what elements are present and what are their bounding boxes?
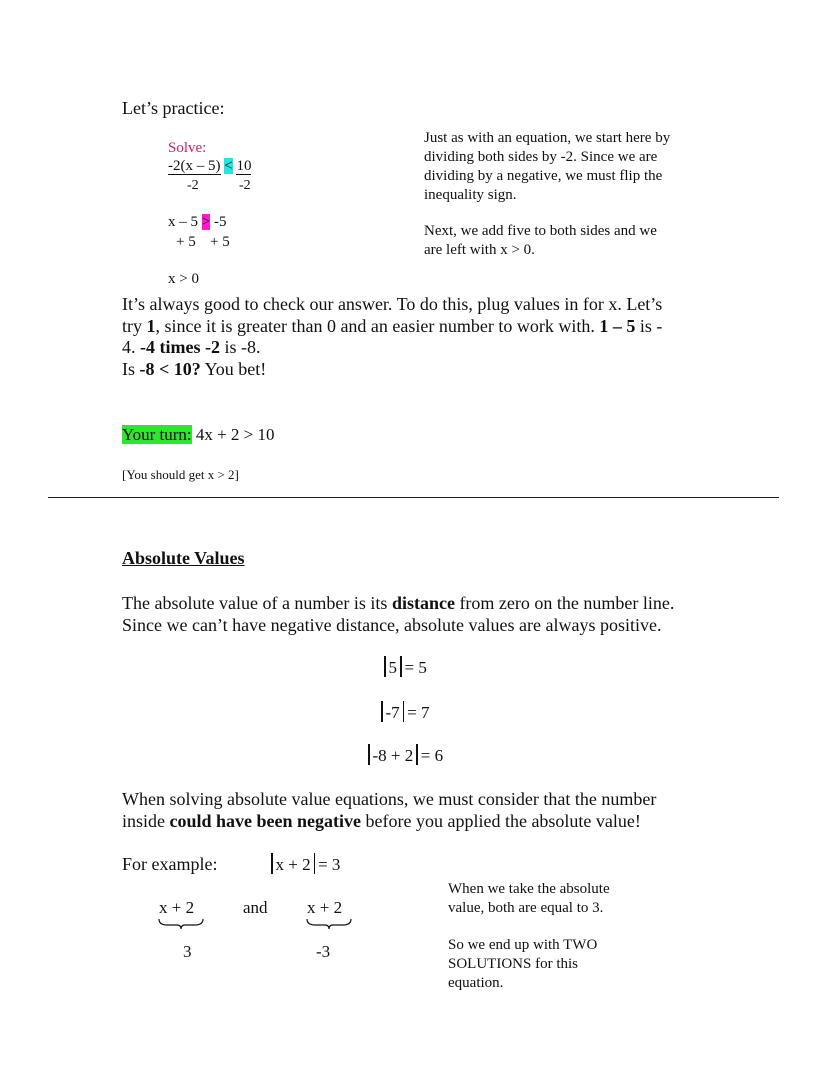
step2-right: -5 (213, 214, 227, 230)
abs-bar-icon (384, 656, 386, 677)
abs-example-1: 5 = 5 (381, 656, 427, 678)
divisor-right: -2 (239, 178, 251, 193)
example-equation: x + 2 = 3 (268, 853, 340, 875)
your-turn-label: Your turn: (122, 425, 192, 444)
case-value-right: -3 (316, 942, 331, 961)
your-turn-hint: [You should get x > 2] (122, 467, 239, 482)
side-note-two-solutions (448, 936, 597, 993)
note-line: Just as with an equation, we start here by (424, 130, 671, 146)
side-note-both-equal (448, 880, 610, 918)
check-line-2: try 1, since it is greater than 0 and an easier number to work with. 1 – 5 is - (122, 315, 663, 336)
note-line: Next, we add five to both sides and we (424, 223, 657, 239)
abs-bar-icon (314, 853, 316, 874)
definition-line-1: The absolute value of a number is its distance from zero on the number line. (122, 593, 675, 613)
abs-bar-icon (416, 744, 418, 765)
side-note-add-five (424, 222, 657, 260)
check-answer-paragraph (122, 294, 662, 380)
case-value-left: 3 (183, 942, 192, 961)
solving-line-1: When solving absolute value equations, we must consider that the number (122, 789, 657, 809)
abs-example-3: -8 + 2 = 6 (365, 744, 443, 766)
note-line: are left with x > 0. (424, 242, 535, 258)
case-and-label: and (243, 898, 268, 917)
step2-left: x – 5 (168, 214, 198, 230)
case-expression-left: x + 2 (159, 898, 195, 917)
check-line-3: 4. -4 times -2 is -8. (122, 337, 261, 357)
inequality-sign-highlight: < (224, 158, 233, 174)
solving-line-2: inside could have been negative before you applied the absolute value! (122, 810, 641, 831)
inequality-left-numerator: -2(x – 5) (168, 158, 221, 174)
note-line: dividing by a negative, we must flip the (424, 168, 663, 184)
definition-line-2: Since we can’t have negative distance, absolute values are always positive. (122, 614, 662, 635)
underbrace-icon (305, 917, 353, 931)
note-line: SOLUTIONS for this (448, 956, 578, 972)
flipped-sign-highlight: > (201, 214, 211, 230)
abs-bar-icon (368, 744, 370, 765)
your-turn-line (122, 425, 275, 445)
section-heading-absolute-values: Absolute Values (122, 548, 245, 568)
note-line: So we end up with TWO (448, 937, 598, 953)
add-five-left: + 5 (176, 234, 196, 250)
side-note-flip-sign (424, 129, 670, 205)
add-five-right: + 5 (210, 234, 230, 250)
section-divider (48, 497, 779, 498)
inequality-right-numerator: 10 (236, 158, 252, 174)
case-expression-right: x + 2 (307, 898, 343, 917)
inequality-step-2 (168, 214, 226, 231)
abs-bar-icon (400, 656, 402, 677)
check-line-4: Is -8 < 10? You bet! (122, 358, 267, 379)
abs-example-2: -7 = 7 (378, 701, 430, 723)
inequality-result: x > 0 (168, 271, 199, 287)
note-line: dividing both sides by -2. Since we are (424, 149, 658, 165)
solve-label: Solve: (168, 140, 207, 156)
divisor-left: -2 (187, 178, 199, 193)
absolute-definition-paragraph (122, 593, 674, 636)
inequality-step-1 (168, 158, 251, 175)
example-label: For example: (122, 854, 218, 874)
section-heading-practice: Let’s practice: (122, 98, 225, 118)
abs-bar-icon (381, 701, 383, 722)
your-turn-problem: 4x + 2 > 10 (191, 425, 275, 444)
abs-bar-icon (403, 701, 405, 722)
solving-absolute-paragraph (122, 789, 656, 832)
note-line: inequality sign. (424, 187, 517, 203)
abs-bar-icon (271, 853, 273, 874)
note-line: equation. (448, 975, 504, 991)
note-line: value, both are equal to 3. (448, 900, 604, 916)
note-line: When we take the absolute (448, 881, 610, 897)
check-line-1: It’s always good to check our answer. To do this, plug values in for x. Let’s (122, 294, 663, 314)
underbrace-icon (157, 917, 205, 931)
